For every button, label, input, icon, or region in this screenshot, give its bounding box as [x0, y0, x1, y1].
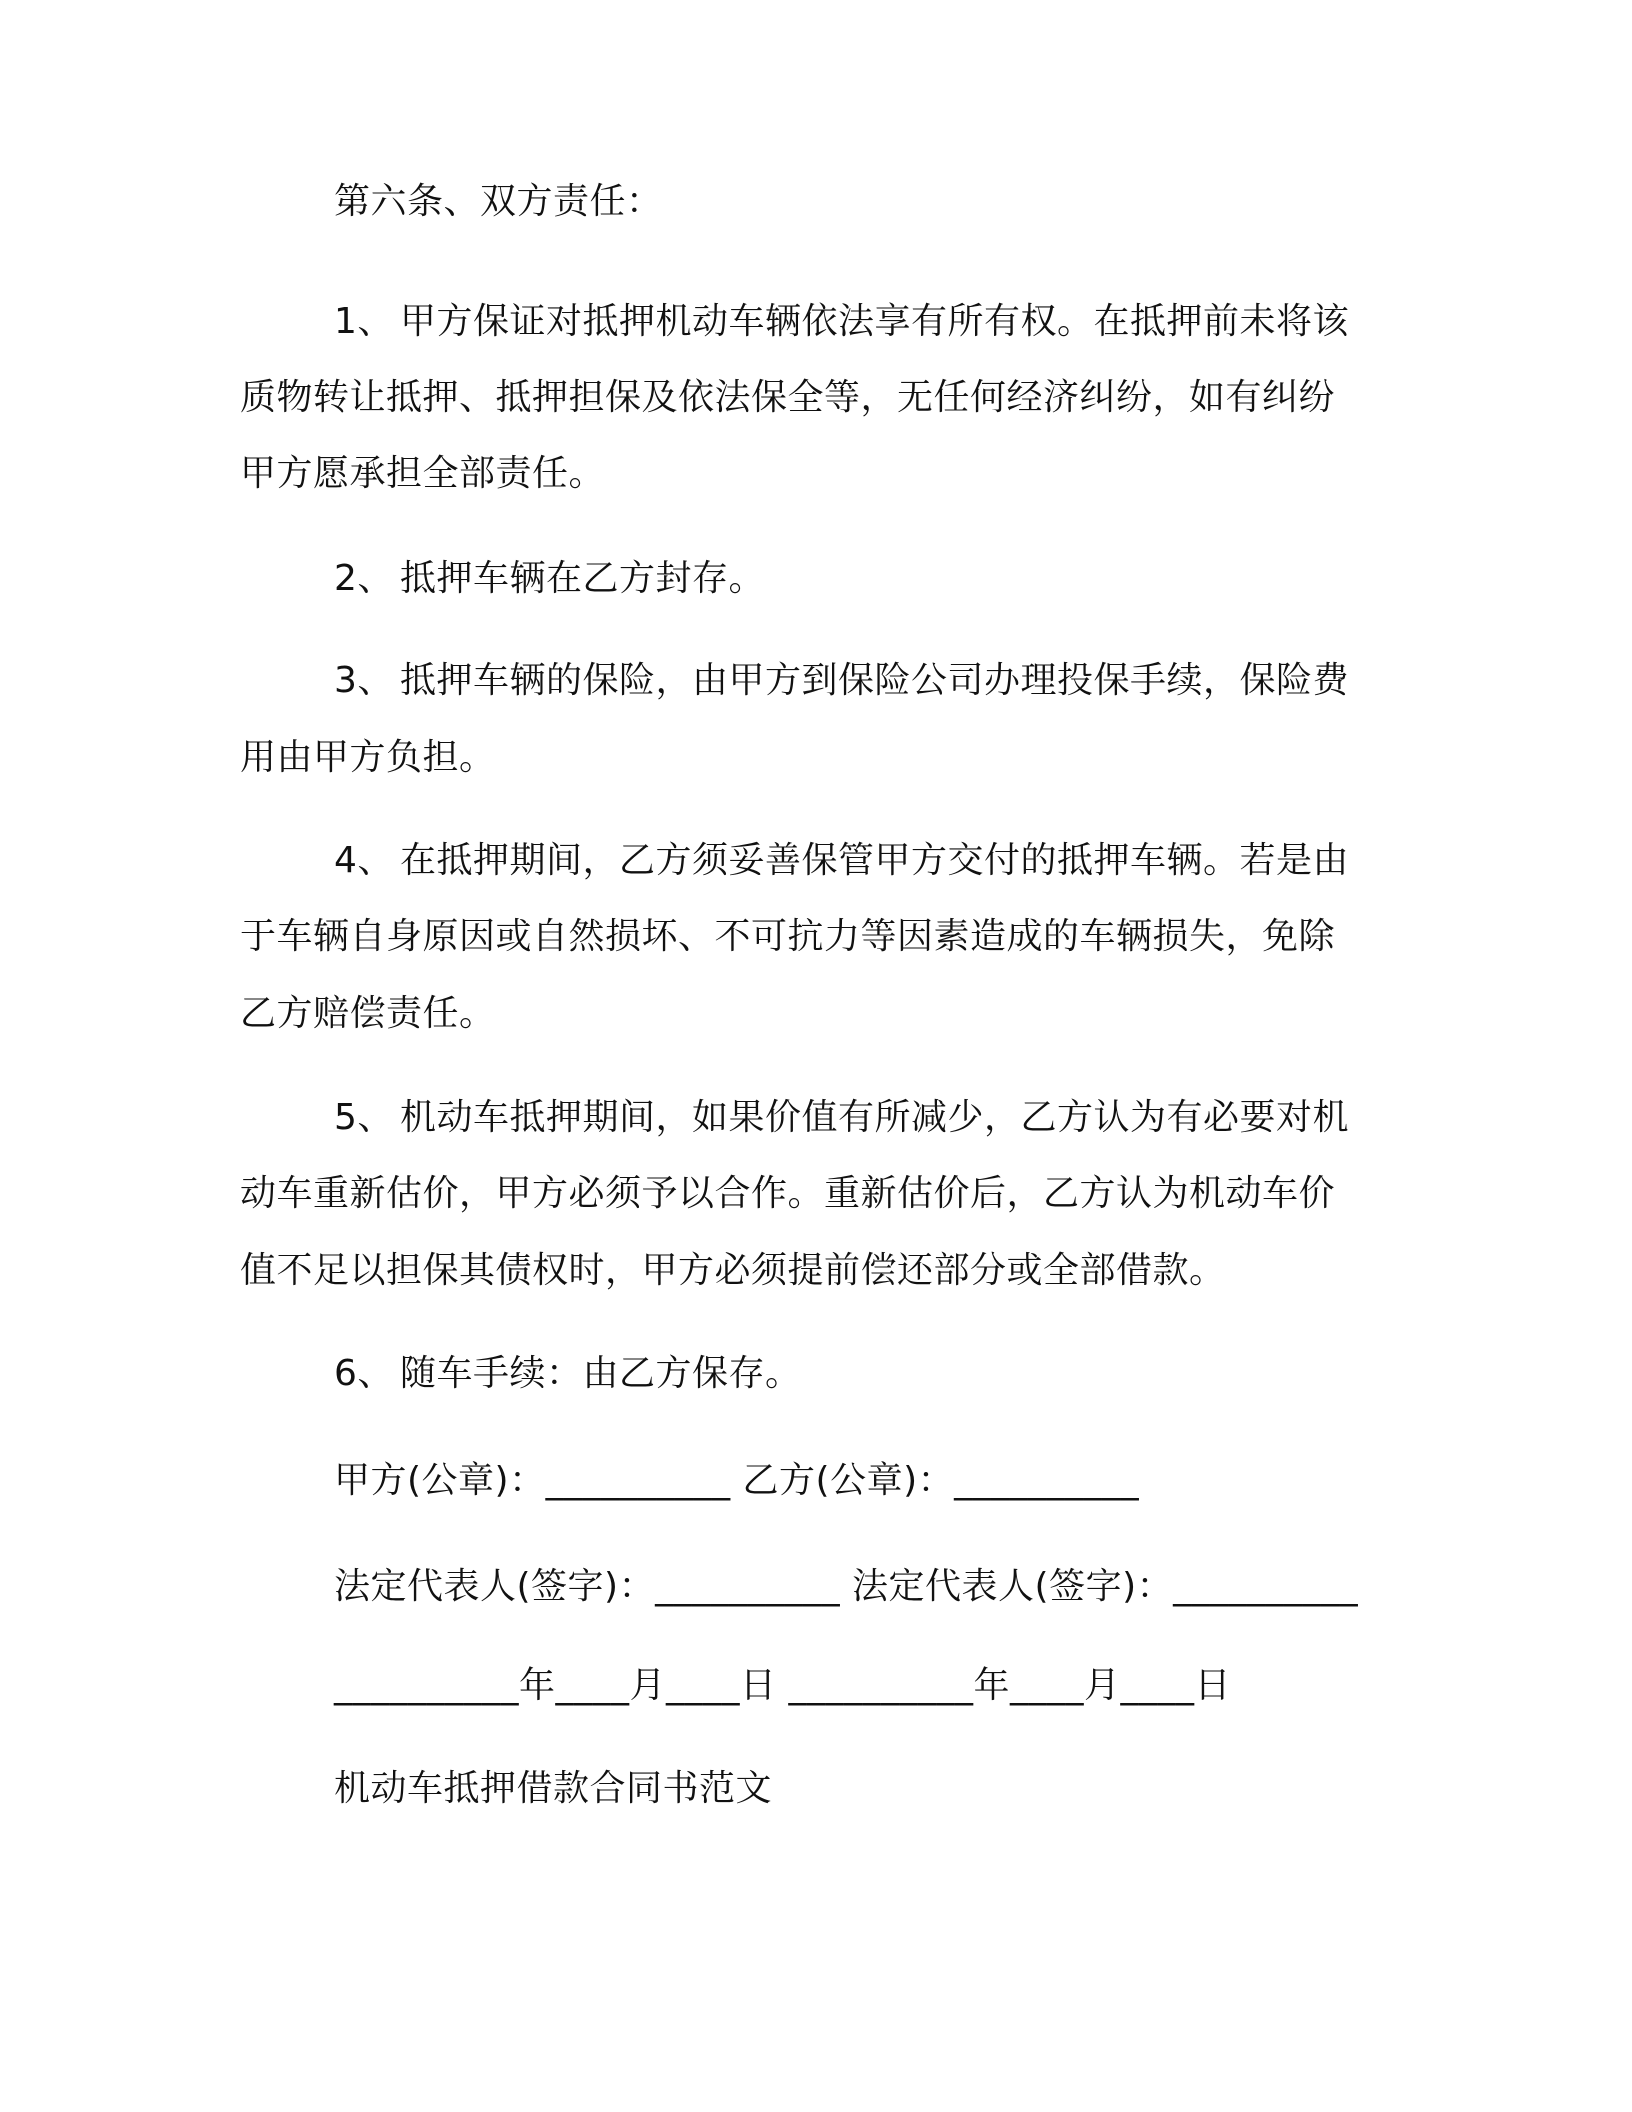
- clause-number: 2、: [334, 558, 394, 599]
- clause-1-line-2: 质物转让抵押、抵押担保及依法保全等，无任何经济纠纷，如有纠纷: [240, 377, 1336, 418]
- clause-text: 机动车抵押期间，如果价值有所减少，乙方认为有必要对机: [400, 1097, 1350, 1138]
- clause-text: 抵押车辆在乙方封存。: [400, 558, 766, 599]
- next-document-title: 机动车抵押借款合同书范文: [334, 1768, 773, 1809]
- clause-number: 1、: [334, 301, 394, 342]
- clause-6-line-1: [334, 1350, 802, 1398]
- clause-5-line-1: [334, 1094, 1349, 1142]
- clause-3-line-1: [334, 657, 1349, 705]
- clause-number: 3、: [334, 660, 394, 701]
- section-heading: 第六条、双方责任：: [334, 181, 663, 222]
- clause-text: 抵押车辆的保险，由甲方到保险公司办理投保手续，保险费: [400, 660, 1350, 701]
- clause-number: 5、: [334, 1097, 394, 1138]
- signature-representative-line: 法定代表人(签字)：__________ 法定代表人(签字)：__________: [334, 1566, 1359, 1607]
- clause-3-line-2: 用由甲方负担。: [240, 737, 496, 778]
- signature-date-line: __________年____月____日 __________年____月____日: [334, 1665, 1231, 1706]
- clause-number: 6、: [334, 1353, 394, 1394]
- clause-4-line-2: 于车辆自身原因或自然损坏、不可抗力等因素造成的车辆损失，免除: [240, 916, 1336, 957]
- clause-1-line-1: [334, 298, 1349, 346]
- clause-text: 甲方保证对抵押机动车辆依法享有所有权。在抵押前未将该: [400, 301, 1350, 342]
- clause-5-line-3: 值不足以担保其债权时，甲方必须提前偿还部分或全部借款。: [240, 1250, 1226, 1291]
- clause-1-line-3: 甲方愿承担全部责任。: [240, 453, 606, 494]
- clause-5-line-2: 动车重新估价，甲方必须予以合作。重新估价后，乙方认为机动车价: [240, 1173, 1336, 1214]
- clause-4-line-1: [334, 837, 1349, 885]
- clause-text: 在抵押期间，乙方须妥善保管甲方交付的抵押车辆。若是由: [400, 840, 1350, 881]
- clause-4-line-3: 乙方赔偿责任。: [240, 993, 496, 1034]
- clause-2-line-1: [334, 555, 765, 603]
- clause-text: 随车手续：由乙方保存。: [400, 1353, 802, 1394]
- clause-number: 4、: [334, 840, 394, 881]
- signature-seal-line: 甲方(公章)：__________ 乙方(公章)：__________: [334, 1460, 1140, 1501]
